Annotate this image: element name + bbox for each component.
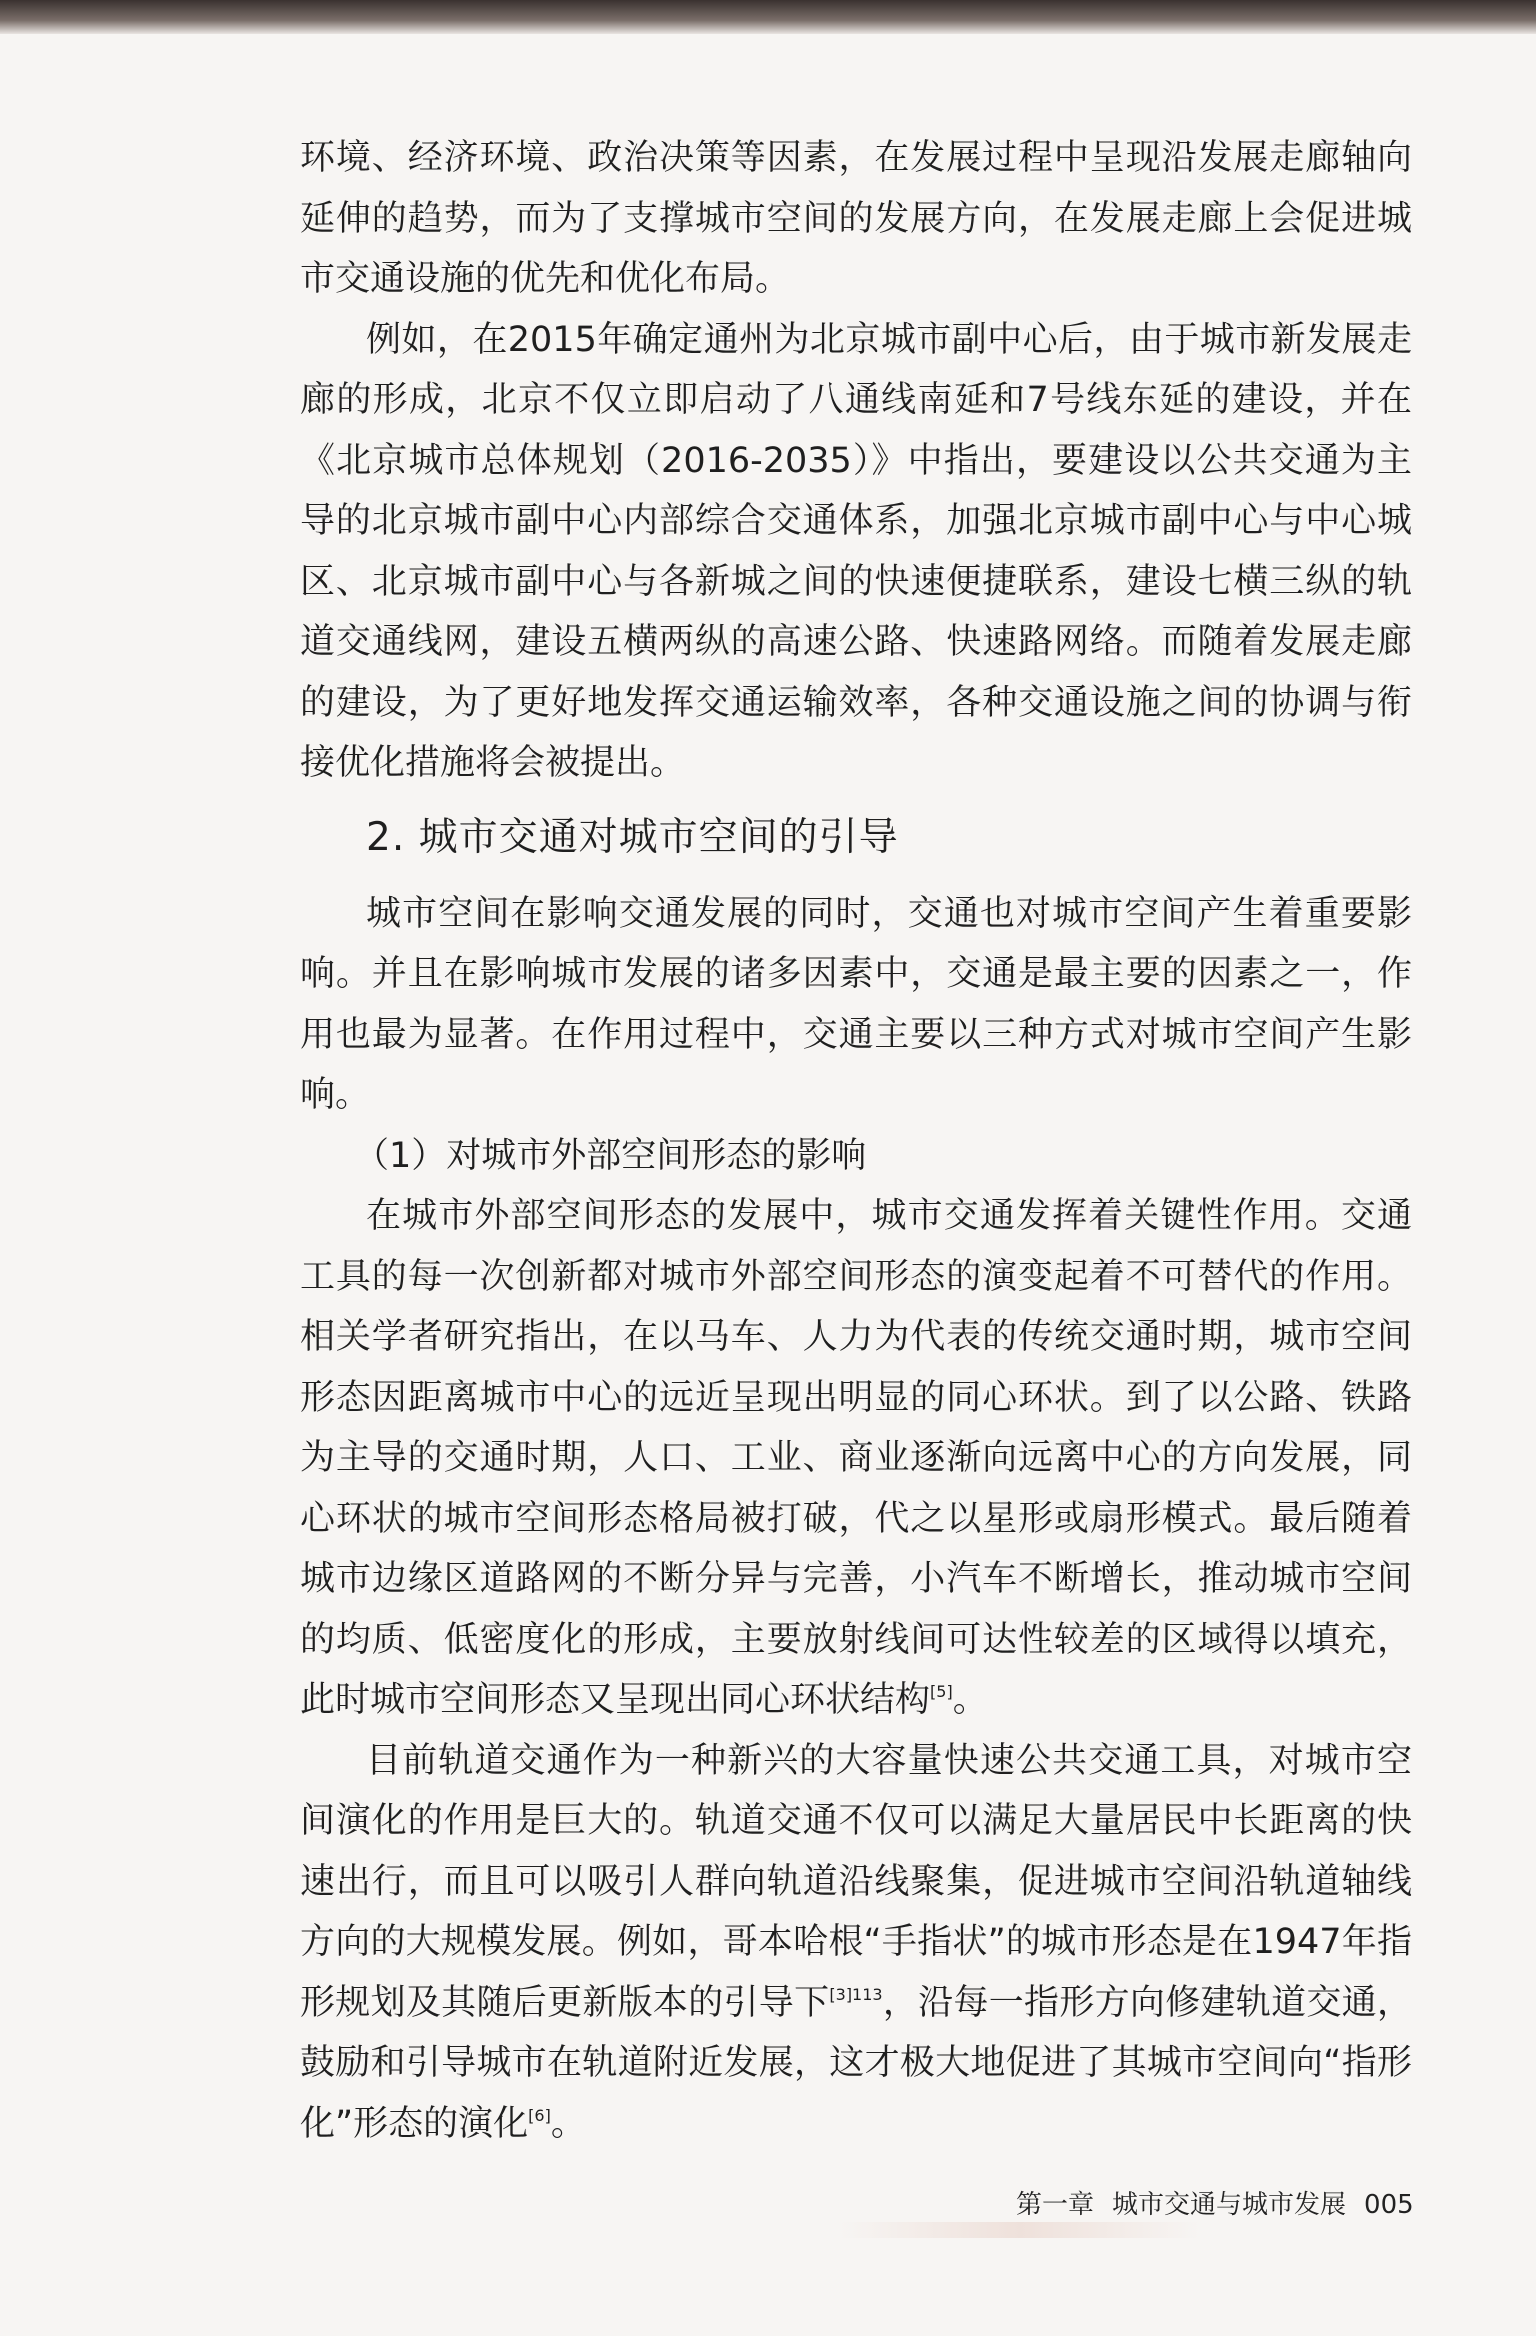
subheading-1: （1）对城市外部空间形态的影响 [354, 1135, 867, 1176]
bleed-through-mark [840, 2222, 1200, 2238]
section-heading: 2. 城市交通对城市空间的引导 [366, 814, 899, 860]
paragraph-5 [300, 1731, 1412, 2155]
paragraph-4-end: 。 [952, 1680, 988, 1720]
paragraph-1: 环境、经济环境、政治决策等因素，在发展过程中呈现沿发展走廊轴向延伸的趋势，而为了支撑城市空间的发展方向，在发展走廊上会促进城市交通设施的优先和优化布局。 [300, 138, 1412, 299]
running-footer [1016, 2184, 1414, 2221]
citation-6: [6] [528, 2105, 551, 2125]
paragraph-2: 例如，在2015年确定通州为北京城市副中心后，由于城市新发展走廊的形成，北京不仅立即启动了八通线南延和7号线东延的建设，并在《北京城市总体规划（2016-2035）》中指出，要建设以公共交通为主导的北京城市副中心内部综合交通体系，加强北京城市副中心与中心城区、北京城市副中心与各新城之间的快速便捷联系，建设七横三纵的轨道交通线网，建设五横两纵的高速公路、快速路网络。而随着发展走廊的建设，为了更好地发挥交通运输效率，各种交通设施之间的协调与衔接优化措施将会被提出。 [300, 319, 1412, 783]
page-number: 005 [1364, 2190, 1414, 2220]
citation-3-113: [3]113 [829, 1984, 883, 2004]
footer-chapter: 第一章 [1016, 2190, 1095, 2220]
page-body [300, 128, 1412, 2154]
paragraph-3: 城市空间在影响交通发展的同时，交通也对城市空间产生着重要影响。并且在影响城市发展的诸多因素中，交通是最主要的因素之一，作用也最为显著。在作用过程中，交通主要以三种方式对城市空间产生影响。 [300, 893, 1412, 1115]
footer-chapter-title: 城市交通与城市发展 [1112, 2190, 1347, 2220]
paragraph-5-end: 。 [550, 2103, 586, 2144]
paragraph-5-text-a: 目前轨道交通作为一种新兴的大容量快速公共交通工具，对城市空间演化的作用是巨大的。轨道交通不仅可以满足大量居民中长距离的快速出行，而且可以吸引人群向轨道沿线聚集，促进城市空间沿轨道轴线方向的大规模发展。例如，哥本哈根“手指状”的城市形态是在1947年指形规划及其随后更新版本的引导下 [300, 1740, 1412, 2023]
paragraph-5-text-b: ，沿每一指形方向修建轨道交通，鼓励和引导城市在轨道附近发展，这才极大地促进了其城市空间向“指形化”形态的演化 [300, 1982, 1412, 2144]
paragraph-4-text: 在城市外部空间形态的发展中，城市交通发挥着关键性作用。交通工具的每一次创新都对城市外部空间形态的演变起着不可替代的作用。相关学者研究指出，在以马车、人力为代表的传统交通时期，城市空间形态因距离城市中心的远近呈现出明显的同心环状。到了以公路、铁路为主导的交通时期，人口、工业、商业逐渐向远离中心的方向发展，同心环状的城市空间形态格局被打破，代之以星形或扇形模式。最后随着城市边缘区道路网的不断分异与完善，小汽车不断增长，推动城市空间的均质、低密度化的形成，主要放射线间可达性较差的区域得以填充，此时城市空间形态又呈现出同心环状结构 [300, 1196, 1412, 1720]
citation-5: [5] [930, 1682, 953, 1701]
scan-top-edge [0, 0, 1536, 34]
paragraph-4 [300, 1186, 1412, 1731]
